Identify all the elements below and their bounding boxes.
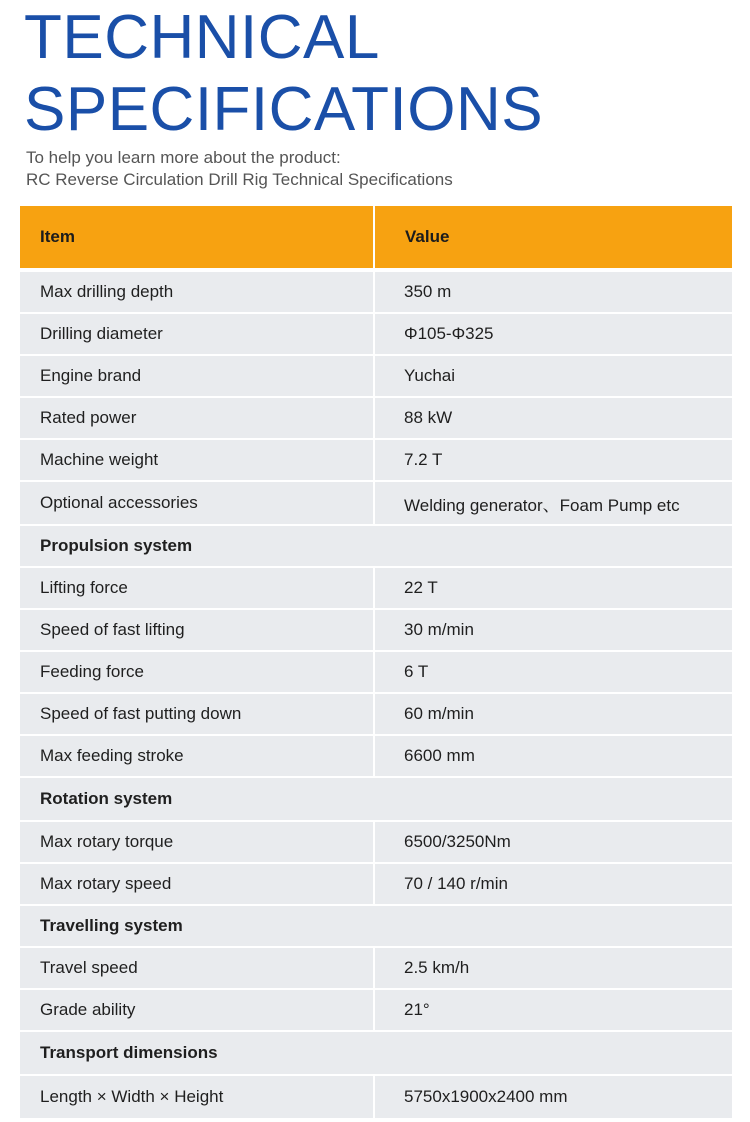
section-row-rotation: [20, 778, 732, 820]
section-row-travelling: [20, 906, 732, 946]
subtitle-line-2: RC Reverse Circulation Drill Rig Technical Specifications: [26, 170, 453, 189]
row-value: 21°: [404, 1000, 430, 1019]
row-value: 88 kW: [404, 408, 453, 427]
table-row: [20, 482, 732, 524]
table-row: [20, 440, 732, 480]
row-item: Speed of fast putting down: [20, 694, 375, 734]
row-item: Optional accessories: [20, 482, 375, 524]
row-item: Travel speed: [20, 948, 375, 988]
row-value: 350 m: [404, 282, 452, 301]
section-label: Rotation system: [40, 789, 173, 808]
table-row: [20, 568, 732, 608]
page-subtitle: [26, 147, 453, 191]
section-label: Transport dimensions: [40, 1043, 218, 1062]
row-value: 30 m/min: [404, 620, 474, 639]
table-row: [20, 990, 732, 1030]
row-item: Grade ability: [20, 990, 375, 1030]
row-item: Lifting force: [20, 568, 375, 608]
page-title: [24, 2, 543, 146]
row-item: Max rotary speed: [20, 864, 375, 904]
section-row-propulsion: [20, 526, 732, 566]
row-value: Welding generator、Foam Pump etc: [404, 495, 680, 515]
table-row: [20, 652, 732, 692]
table-row: [20, 272, 732, 312]
table-row: [20, 314, 732, 354]
row-item: Engine brand: [20, 356, 375, 396]
row-value: Yuchai: [404, 366, 456, 385]
row-value: 6600 mm: [404, 746, 475, 765]
section-label: Travelling system: [40, 916, 183, 935]
subtitle-line-1: To help you learn more about the product:: [26, 148, 341, 167]
row-item: Drilling diameter: [20, 314, 375, 354]
table-row: [20, 610, 732, 650]
row-item: Machine weight: [20, 440, 375, 480]
table-row: [20, 356, 732, 396]
section-row-transport: [20, 1032, 732, 1074]
row-value: 5750x1900x2400 mm: [404, 1087, 568, 1106]
table-row: [20, 822, 732, 862]
page-title-line-2: SPECIFICATIONS: [24, 75, 544, 144]
row-item: Max drilling depth: [20, 272, 375, 312]
table-row: [20, 1076, 732, 1118]
spec-table: [20, 206, 732, 1118]
row-value: Φ105-Φ325: [404, 324, 494, 343]
row-value: 22 T: [404, 578, 438, 597]
row-item: Feeding force: [20, 652, 375, 692]
table-row: [20, 948, 732, 988]
row-item: Speed of fast lifting: [20, 610, 375, 650]
row-item: Max feeding stroke: [20, 736, 375, 776]
row-item: Max rotary torque: [20, 822, 375, 862]
row-value: 60 m/min: [404, 704, 474, 723]
section-label: Propulsion system: [40, 536, 193, 555]
table-row: [20, 398, 732, 438]
table-row: [20, 736, 732, 776]
row-item: Rated power: [20, 398, 375, 438]
page-title-line-1: TECHNICAL: [24, 3, 380, 72]
column-header-value: Value: [405, 227, 450, 246]
row-value: 70 / 140 r/min: [404, 874, 508, 893]
table-header: [20, 206, 732, 268]
row-value: 6 T: [404, 662, 429, 681]
table-row: [20, 694, 732, 734]
row-item: Length × Width × Height: [20, 1076, 375, 1118]
row-value: 2.5 km/h: [404, 958, 470, 977]
row-value: 6500/3250Nm: [404, 832, 511, 851]
row-value: 7.2 T: [404, 450, 443, 469]
table-row: [20, 864, 732, 904]
column-header-item: Item: [20, 206, 375, 268]
